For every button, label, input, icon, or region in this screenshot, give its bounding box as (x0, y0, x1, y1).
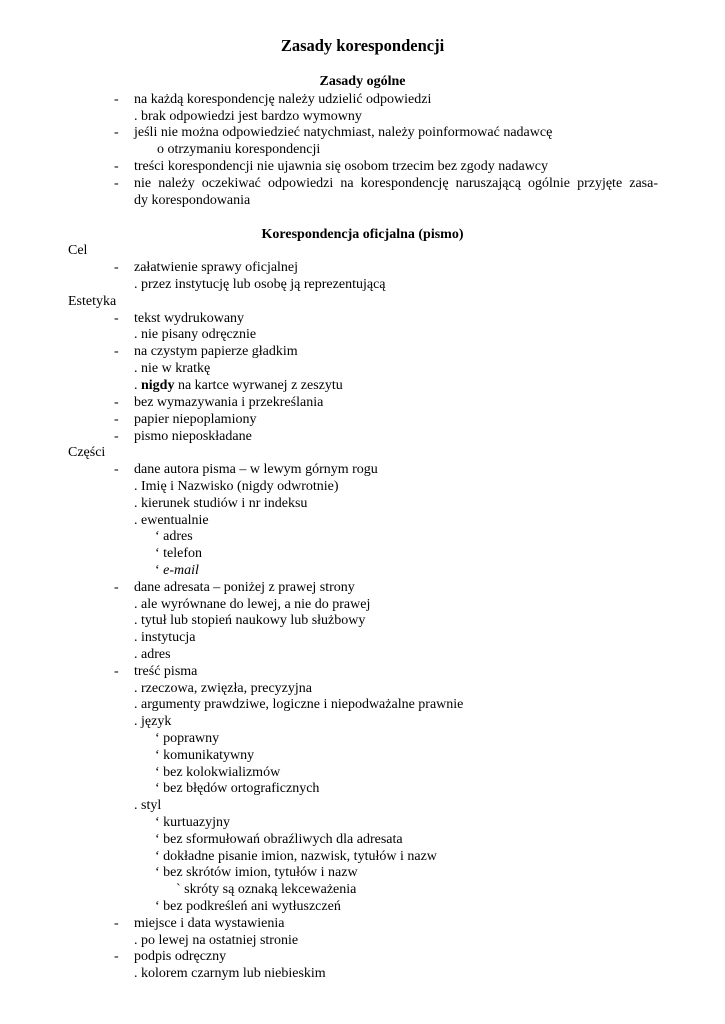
general-rule-2-cont: o otrzymaniu korespondencji (157, 142, 321, 157)
dash-bullet: - (114, 344, 119, 359)
dash-bullet: - (114, 664, 119, 679)
czesci-style-names: ‘ dokładne pisanie imion, nazwisk, tytułów i nazw (155, 849, 437, 864)
general-rule-3: treści korespondencji nie ujawnia się osobom trzecim bez zgody nadawcy (134, 159, 549, 174)
czesci-style-abbreviations: ‘ bez skrótów imion, tytułów i nazw (155, 865, 358, 880)
dash-bullet: - (114, 949, 119, 964)
estetyka-item-2-note-a: . nie w kratkę (134, 361, 211, 376)
czesci-style-no-emphasis: ‘ bez podkreśleń ani wytłuszczeń (155, 899, 341, 914)
estetyka-item-1: tekst wydrukowany (134, 311, 245, 326)
general-rule-2: jeśli nie można odpowiedzieć natychmiast, należy poinformować nadawcę (134, 125, 553, 140)
czesci-author-address: ‘ adres (155, 529, 193, 544)
dash-bullet: - (114, 125, 119, 140)
czesci-author-email (155, 562, 199, 579)
czesci-content-language: . język (134, 714, 172, 729)
czesci-place-date-note: . po lewej na ostatniej stronie (134, 933, 299, 948)
czesci-place-date: miejsce i data wystawienia (134, 916, 285, 931)
note-marker: . (134, 378, 141, 393)
subsection-label-cel: Cel (68, 243, 88, 258)
czesci-language-communicative: ‘ komunikatywny (155, 748, 255, 763)
dash-bullet: - (114, 429, 119, 444)
section-heading-official: Korespondencja oficjalna (pismo) (261, 227, 464, 242)
czesci-content: treść pisma (134, 664, 198, 679)
general-rule-1: na każdą korespondencję należy udzielić odpowiedzi (134, 92, 432, 107)
dash-bullet: - (114, 176, 119, 191)
dash-bullet: - (114, 462, 119, 477)
email-text: e-mail (163, 563, 199, 578)
dash-bullet: - (114, 159, 119, 174)
czesci-addressee-align: . ale wyrównane do lewej, a nie do prawej (134, 597, 371, 612)
estetyka-item-4: papier niepoplamiony (134, 412, 257, 427)
czesci-addressee: dane adresata – poniżej z prawej strony (134, 580, 355, 595)
dash-bullet: - (114, 412, 119, 427)
czesci-language-correct: ‘ poprawny (155, 731, 220, 746)
cel-item-1: załatwienie sprawy oficjalnej (134, 260, 299, 275)
dash-bullet: - (114, 260, 119, 275)
czesci-content-arguments: . argumenty prawdziwe, logiczne i niepodważalne prawnie (134, 697, 464, 712)
dash-bullet: - (114, 311, 119, 326)
czesci-author-phone: ‘ telefon (155, 546, 203, 561)
czesci-author-name: . Imię i Nazwisko (nigdy odwrotnie) (134, 479, 339, 494)
general-rule-4-line-1: nie należy oczekiwać odpowiedzi na korespondencję naruszającą ogólnie przyjęte zasa- (134, 176, 658, 191)
czesci-content-style: . styl (134, 798, 162, 813)
cel-item-1-note: . przez instytucję lub osobę ją reprezentującą (134, 277, 386, 292)
dash-bullet: - (114, 580, 119, 595)
estetyka-item-5: pismo nieposkładane (134, 429, 252, 444)
czesci-style-courteous: ‘ kurtuazyjny (155, 815, 231, 830)
estetyka-item-2-note-b (134, 377, 343, 394)
subsection-label-estetyka: Estetyka (68, 294, 117, 309)
page-title: Zasady korespondencji (280, 36, 445, 55)
czesci-style-no-offense: ‘ bez sformułowań obraźliwych dla adresata (155, 832, 403, 847)
czesci-author-optional: . ewentualnie (134, 513, 209, 528)
czesci-style-abbreviations-note: ` skróty są oznaką lekceważenia (176, 882, 357, 897)
estetyka-item-3: bez wymazywania i przekreślania (134, 395, 324, 410)
estetyka-item-1-note: . nie pisany odręcznie (134, 327, 257, 342)
subsection-label-czesci: Części (68, 445, 106, 460)
estetyka-item-2: na czystym papierze gładkim (134, 344, 298, 359)
general-rule-1-note: . brak odpowiedzi jest bardzo wymowny (134, 109, 362, 124)
section-heading-general: Zasady ogólne (319, 74, 406, 89)
czesci-signature-note: . kolorem czarnym lub niebieskim (134, 966, 326, 981)
sub-marker: ‘ (155, 563, 164, 578)
czesci-signature: podpis odręczny (134, 949, 227, 964)
general-rule-4-line-2: dy korespondowania (134, 193, 251, 208)
czesci-addressee-title: . tytuł lub stopień naukowy lub służbowy (134, 613, 366, 628)
czesci-language-spelling: ‘ bez błędów ortograficznych (155, 781, 320, 796)
note-text: na kartce wyrwanej z zeszytu (174, 378, 343, 393)
czesci-content-concise: . rzeczowa, zwięzła, precyzyjna (134, 681, 312, 696)
dash-bullet: - (114, 916, 119, 931)
czesci-language-colloquial: ‘ bez kolokwializmów (155, 765, 281, 780)
czesci-addressee-address: . adres (134, 647, 171, 662)
czesci-author-study: . kierunek studiów i nr indeksu (134, 496, 308, 511)
dash-bullet: - (114, 395, 119, 410)
emphasis-word: nigdy (141, 378, 175, 393)
dash-bullet: - (114, 92, 119, 107)
czesci-addressee-institution: . instytucja (134, 630, 196, 645)
czesci-author: dane autora pisma – w lewym górnym rogu (134, 462, 378, 477)
